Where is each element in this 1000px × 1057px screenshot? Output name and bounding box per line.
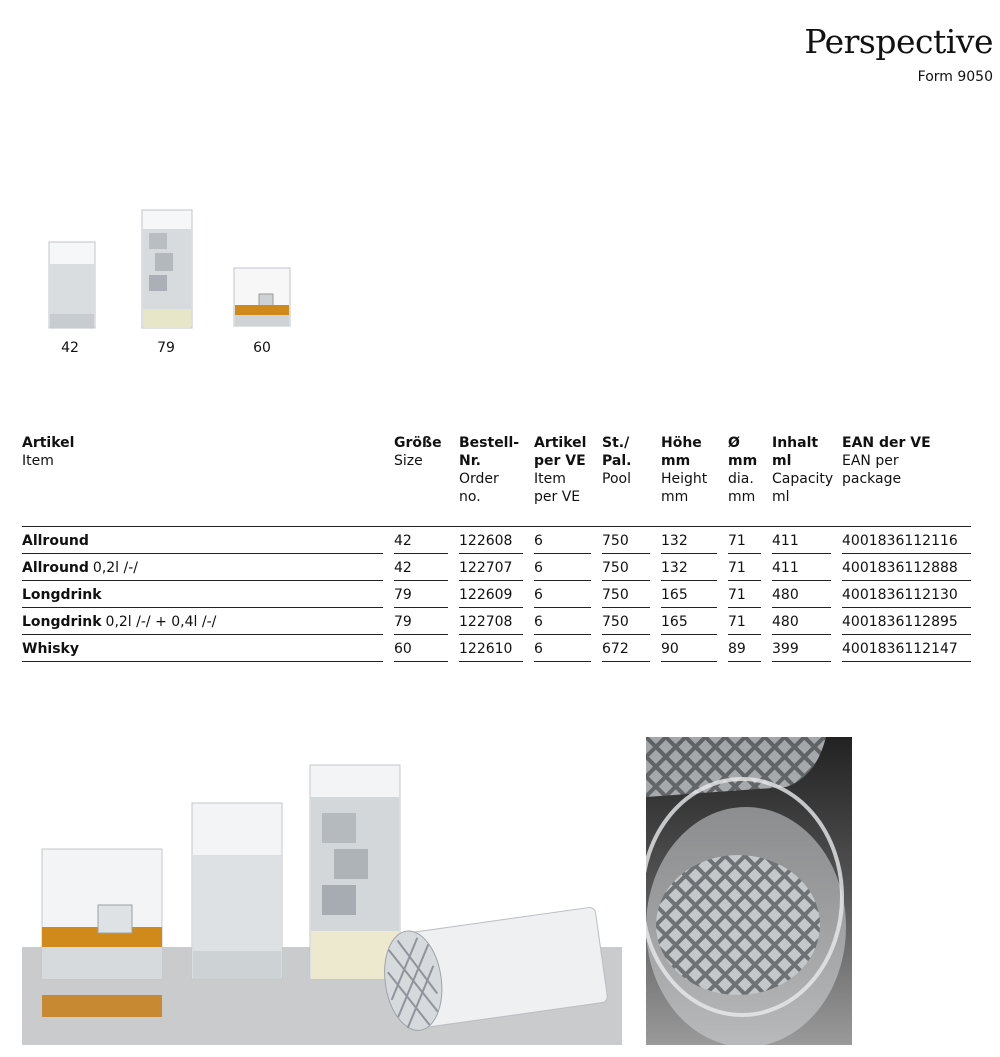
item-name: Whisky	[22, 641, 79, 657]
cell-capacity: 411	[772, 533, 831, 554]
cell-size: 79	[394, 614, 448, 635]
cell-item	[22, 587, 383, 608]
cell-per-ve: 6	[534, 560, 591, 581]
cell-ean: 4001836112888	[842, 560, 971, 581]
cell-item	[22, 641, 383, 662]
cell-height: 132	[661, 560, 717, 581]
page-title: Perspective	[804, 22, 993, 61]
cell-order-no: 122708	[459, 614, 523, 635]
table-row	[22, 527, 971, 554]
item-name: Allround	[22, 560, 89, 576]
table-row	[22, 635, 971, 662]
cell-size: 42	[394, 560, 448, 581]
cell-dia: 89	[728, 641, 761, 662]
product-photo-closeup	[646, 737, 852, 1045]
highball-glass-icon	[48, 240, 96, 330]
cell-height: 132	[661, 533, 717, 554]
table-row	[22, 581, 971, 608]
cell-pal: 750	[602, 614, 650, 635]
cell-order-no: 122707	[459, 560, 523, 581]
item-name: Allround	[22, 533, 89, 549]
cell-per-ve: 6	[534, 641, 591, 662]
page-subtitle: Form 9050	[917, 69, 993, 85]
col-diameter: Ø mm dia. mm	[728, 435, 758, 505]
longdrink-glass-icon	[141, 209, 193, 330]
thumbnail-label: 79	[157, 340, 175, 356]
cell-dia: 71	[728, 587, 761, 608]
cell-capacity: 480	[772, 587, 831, 608]
col-order-no: Bestell- Nr. Order no.	[459, 435, 520, 505]
cell-height: 165	[661, 614, 717, 635]
cell-capacity: 411	[772, 560, 831, 581]
cell-order-no: 122608	[459, 533, 523, 554]
col-height: Höhe mm Height mm	[661, 435, 708, 505]
col-capacity: Inhalt ml Capacity ml	[772, 435, 834, 505]
cell-item	[22, 533, 383, 554]
col-size: Größe Size	[394, 435, 442, 469]
item-name: Longdrink	[22, 587, 102, 603]
whisky-glass-icon	[233, 267, 291, 329]
product-table	[22, 434, 971, 662]
product-photo-glasses	[22, 737, 622, 1045]
table-header	[22, 434, 971, 527]
cell-dia: 71	[728, 533, 761, 554]
cell-pal: 750	[602, 587, 650, 608]
cell-capacity: 399	[772, 641, 831, 662]
cell-height: 165	[661, 587, 717, 608]
col-item: Artikel Item	[22, 435, 75, 469]
cell-item	[22, 560, 383, 581]
cell-size: 79	[394, 587, 448, 608]
cell-order-no: 122609	[459, 587, 523, 608]
cell-per-ve: 6	[534, 533, 591, 554]
cell-capacity: 480	[772, 614, 831, 635]
col-item-per-ve: Artikel per VE Item per VE	[534, 435, 587, 505]
cell-pal: 750	[602, 560, 650, 581]
cell-dia: 71	[728, 614, 761, 635]
cell-dia: 71	[728, 560, 761, 581]
table-row	[22, 554, 971, 581]
cell-height: 90	[661, 641, 717, 662]
cell-order-no: 122610	[459, 641, 523, 662]
cell-size: 60	[394, 641, 448, 662]
item-variant: 0,2l /-/ + 0,4l /-/	[105, 614, 217, 630]
cell-ean: 4001836112147	[842, 641, 971, 662]
cell-pal: 750	[602, 533, 650, 554]
cell-item	[22, 614, 383, 635]
item-name: Longdrink	[22, 614, 102, 630]
thumbnail-label: 42	[61, 340, 79, 356]
cell-per-ve: 6	[534, 614, 591, 635]
cell-pal: 672	[602, 641, 650, 662]
cell-ean: 4001836112116	[842, 533, 971, 554]
col-pallet: St./ Pal. Pool	[602, 435, 632, 487]
cell-per-ve: 6	[534, 587, 591, 608]
item-variant: 0,2l /-/	[92, 560, 139, 576]
cell-size: 42	[394, 533, 448, 554]
cell-ean: 4001836112130	[842, 587, 971, 608]
thumbnail-label: 60	[253, 340, 271, 356]
cell-ean: 4001836112895	[842, 614, 971, 635]
table-row	[22, 608, 971, 635]
col-ean: EAN der VE EAN per package	[842, 435, 931, 487]
